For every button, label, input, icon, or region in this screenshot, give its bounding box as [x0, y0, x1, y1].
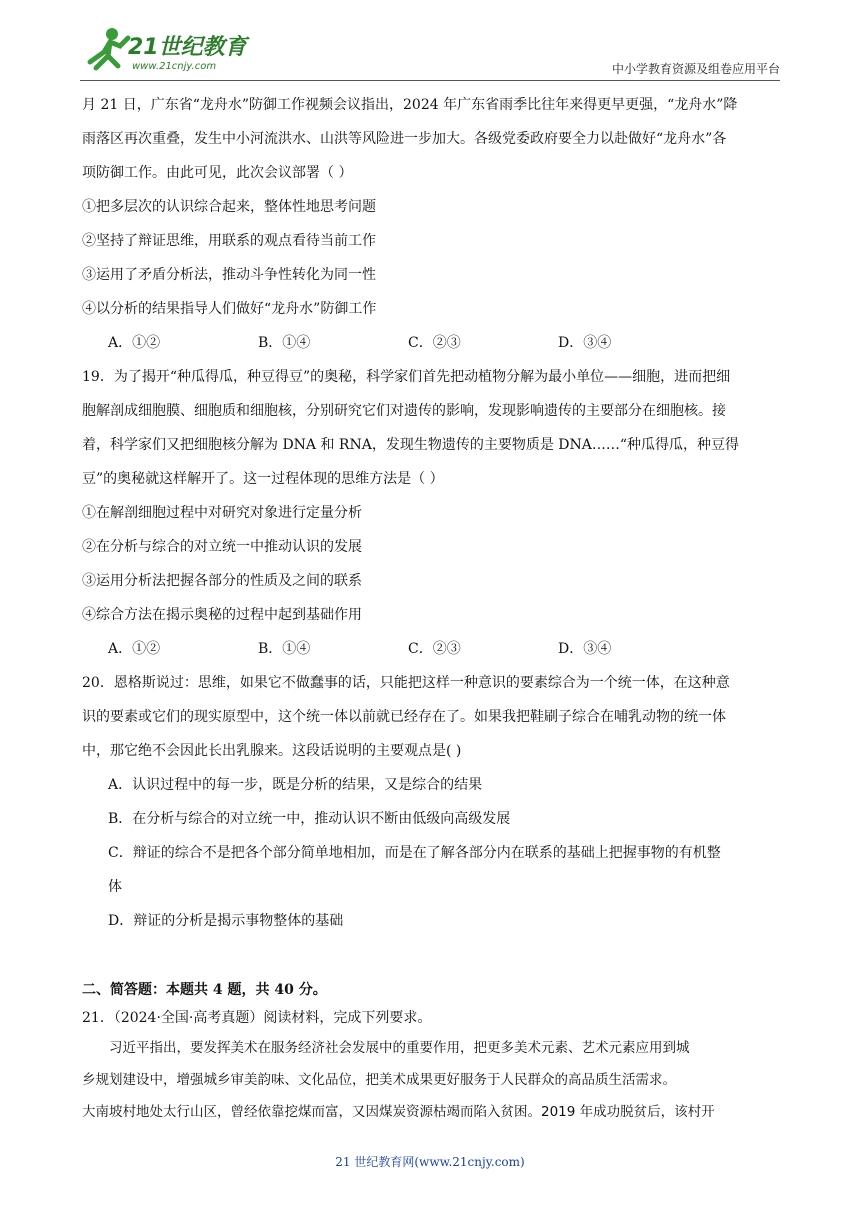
q19-option-c: C．②③ [408, 641, 461, 657]
material-line: 大南坡村地处太行山区，曾经依靠挖煤而富，又因煤炭资源枯竭而陷入贫困。2019 年成功脱贫后，该村开 [82, 1104, 715, 1120]
q20-option-d: D．辩证的分析是揭示事物整体的基础 [108, 913, 344, 929]
q18-statement: ①把多层次的认识综合起来，整体性地思考问题 [82, 199, 376, 215]
question-20 [82, 666, 782, 938]
q19-stem-line: 豆”的奥秘就这样解开了。这一过程体现的思维方法是（ ） [82, 471, 444, 487]
running-figure-icon [90, 28, 128, 68]
q20-stem-line: 识的要素或它们的现实原型中，这个统一体以前就已经存在了。如果我把鞋刷子综合在哺乳动物的统一体 [82, 709, 726, 725]
q18-statement: ③运用了矛盾分析法，推动斗争性转化为同一性 [82, 267, 376, 283]
page-footer[interactable]: 21 世纪教育网(www.21cnjy.com) [335, 1155, 525, 1169]
q18-option-a: A．①② [108, 335, 161, 351]
q20-stem-line: 20．恩格斯说过：思维，如果它不做蠢事的话，只能把这样一种意识的要素综合为一个统一体，在这种意 [82, 675, 730, 691]
svg-text:21世纪教育: 21世纪教育 [128, 35, 247, 60]
q18-stem-line: 月 21 日，广东省“龙舟水”防御工作视频会议指出，2024 年广东省雨季比往年来得更早更强，“龙舟水”降 [82, 97, 738, 113]
logo-21cnjy [80, 22, 255, 78]
q19-statement: ③运用分析法把握各部分的性质及之间的联系 [82, 573, 362, 589]
q18-stem-line: 项防御工作。由此可见，此次会议部署（ ） [82, 165, 353, 181]
q18-option-d: D．③④ [558, 335, 612, 351]
q18-stem-line: 雨落区再次重叠，发生中小河流洪水、山洪等风险进一步加大。各级党委政府要全力以赴做好“龙舟水”各 [82, 131, 727, 147]
q19-statement: ④综合方法在揭示奥秘的过程中起到基础作用 [82, 607, 362, 623]
q19-stem-line: 19．为了揭开“种瓜得瓜，种豆得豆”的奥秘，科学家们首先把动植物分解为最小单位——细胞，进而把细 [82, 369, 731, 385]
q19-options [82, 632, 782, 666]
q18-options [82, 326, 782, 360]
q18-option-b: B．①④ [258, 335, 311, 351]
q19-statement: ①在解剖细胞过程中对研究对象进行定量分析 [82, 505, 362, 521]
q20-option-a: A．认识过程中的每一步，既是分析的结果，又是综合的结果 [108, 777, 483, 793]
question-18 [82, 88, 782, 360]
q20-option-c: C．辩证的综合不是把各个部分简单地相加，而是在了解各部分内在联系的基础上把握事物的有机整 [108, 845, 721, 861]
q19-option-b: B．①④ [258, 641, 311, 657]
section-2-title: 二、简答题：本题共 4 题，共 40 分。 [82, 982, 327, 998]
q19-option-a: A．①② [108, 641, 161, 657]
section-2 [82, 976, 782, 1128]
exam-content [82, 88, 782, 1128]
material-line: 习近平指出，要发挥美术在服务经济社会发展中的重要作用，把更多美术元素、艺术元素应用到城 [109, 1040, 690, 1056]
question-19 [82, 360, 782, 666]
q18-option-c: C．②③ [408, 335, 461, 351]
q18-statement: ②坚持了辩证思维，用联系的观点看待当前工作 [82, 233, 376, 249]
q19-statement: ②在分析与综合的对立统一中推动认识的发展 [82, 539, 362, 555]
svg-text:www.21cnjy.com: www.21cnjy.com [132, 61, 217, 72]
question-21-title: 21．（2024·全国·高考真题）阅读材料，完成下列要求。 [82, 1010, 432, 1026]
q20-option-c-cont: 体 [108, 879, 122, 895]
material-line: 乡规划建设中，增强城乡审美韵味、文化品位，把美术成果更好服务于人民群众的高品质生活需求。 [82, 1072, 676, 1088]
q20-option-b: B．在分析与综合的对立统一中，推动认识不断由低级向高级发展 [108, 811, 511, 827]
q18-statement: ④以分析的结果指导人们做好“龙舟水”防御工作 [82, 301, 377, 317]
q19-option-d: D．③④ [558, 641, 612, 657]
platform-label: 中小学教育资源及组卷应用平台 [611, 62, 780, 76]
q20-stem-line: 中，那它绝不会因此长出乳腺来。这段话说明的主要观点是( ) [82, 743, 462, 759]
q19-stem-line: 着，科学家们又把细胞核分解为 DNA 和 RNA，发现生物遗传的主要物质是 DNA……“种瓜得瓜，种豆得 [82, 437, 740, 453]
page-header [80, 22, 780, 81]
q19-stem-line: 胞解剖成细胞膜、细胞质和细胞核，分别研究它们对遗传的影响，发现影响遗传的主要部分在细胞核。接 [82, 403, 726, 419]
